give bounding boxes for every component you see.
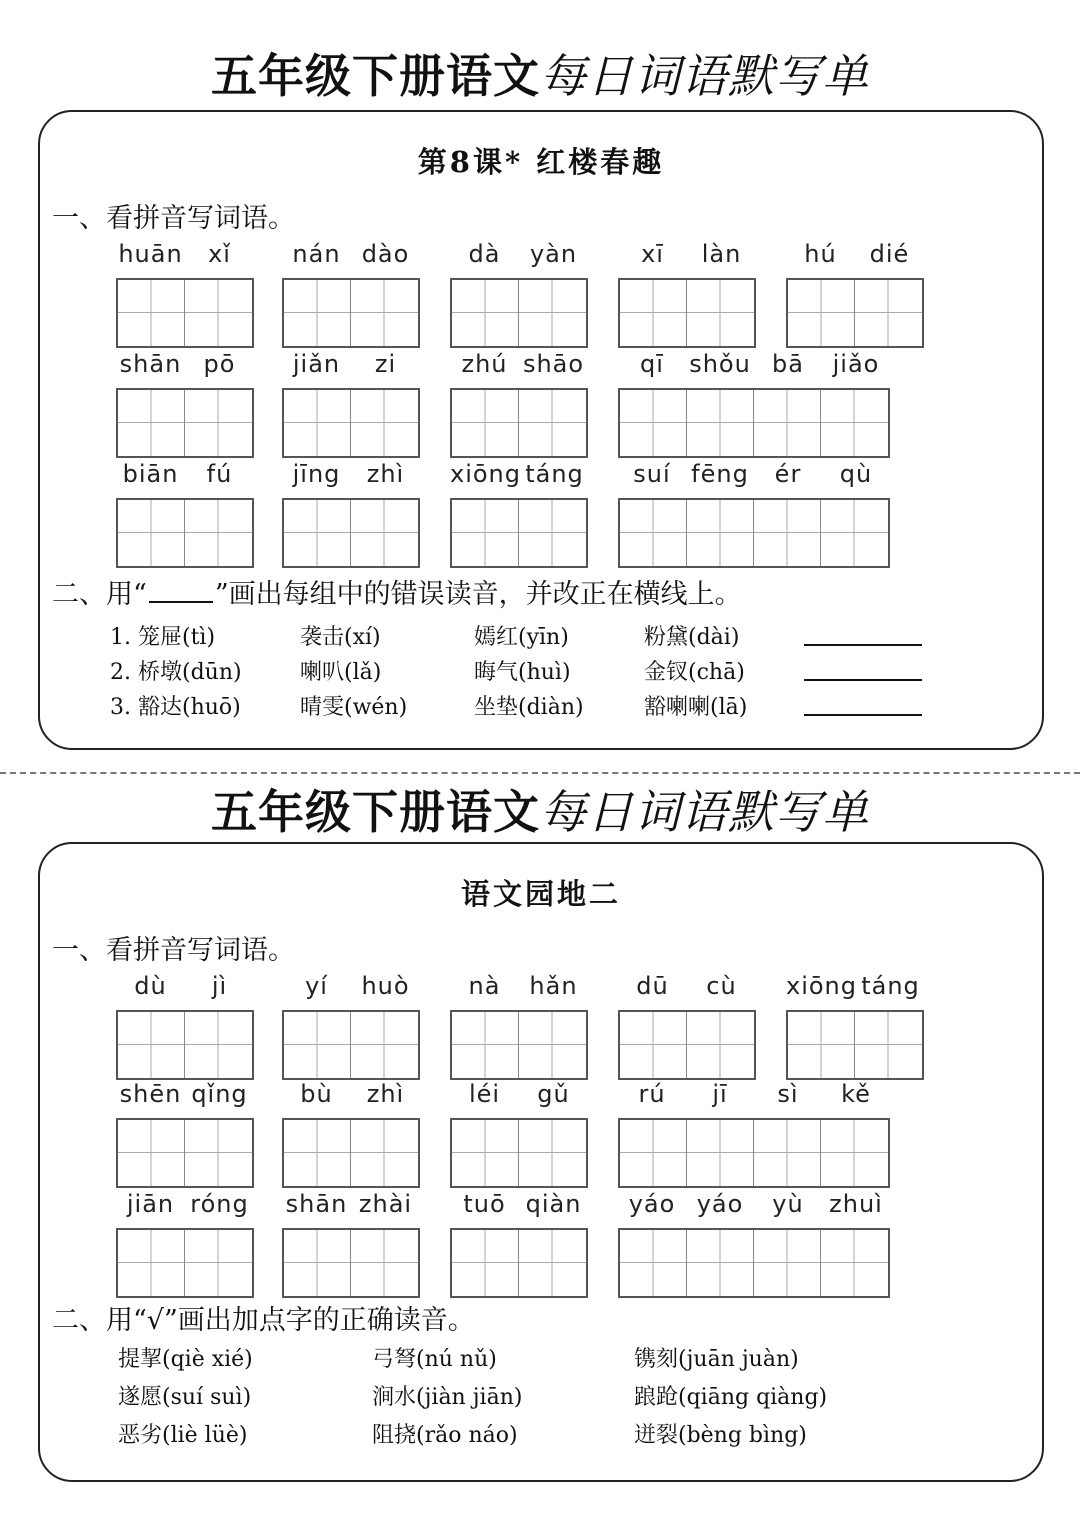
pinyin-syllable: fú (206, 460, 233, 488)
pinyin-label (450, 972, 588, 1010)
section-1-heading: 一、看拼音写词语。 (52, 935, 295, 966)
title-light: 每日词语默写单 (540, 785, 869, 839)
word-row (40, 460, 1042, 570)
pinyin-syllable: zhú (461, 350, 508, 378)
word-row (40, 1080, 1042, 1190)
pinyin-label (618, 350, 890, 388)
writing-cell[interactable] (519, 280, 586, 346)
tian-zi-ge-boxes[interactable] (618, 1010, 756, 1080)
tian-zi-ge-boxes[interactable] (618, 1228, 890, 1298)
writing-cell[interactable] (620, 1230, 687, 1296)
tian-zi-ge-boxes[interactable] (786, 1010, 924, 1080)
word-item (282, 1080, 420, 1188)
word-item (116, 350, 254, 458)
writing-cell[interactable] (754, 1120, 821, 1186)
pinyin-label (786, 972, 924, 1010)
word-item (282, 240, 420, 348)
tian-zi-ge-boxes[interactable] (282, 498, 420, 568)
pinyin-syllable: jiān (126, 1190, 175, 1218)
pinyin-syllable: dié (869, 240, 910, 268)
word-item (450, 240, 588, 348)
tian-zi-ge-boxes[interactable] (450, 498, 588, 568)
pinyin-label (282, 240, 420, 278)
writing-cell[interactable] (821, 1120, 888, 1186)
writing-cell[interactable] (452, 1012, 519, 1078)
tian-zi-ge-boxes[interactable] (116, 1010, 254, 1080)
pinyin-label (450, 1190, 588, 1228)
tian-zi-ge-boxes[interactable] (618, 1118, 890, 1188)
word-item (450, 1080, 588, 1188)
pinyin-syllable: shān (285, 1190, 348, 1218)
pinyin-syllable: shǒu (689, 350, 751, 378)
pinyin-label (282, 1080, 420, 1118)
question-item: 嫣红(yīn) (474, 625, 569, 650)
pinyin-label (618, 1080, 890, 1118)
word-row (40, 240, 1042, 350)
pinyin-syllable: ér (774, 460, 802, 488)
pinyin-syllable: yí (305, 972, 328, 1000)
tian-zi-ge-boxes[interactable] (282, 388, 420, 458)
pinyin-label (450, 240, 588, 278)
writing-cell[interactable] (185, 1120, 252, 1186)
question-item: 阻挠(rǎo náo) (372, 1423, 518, 1448)
writing-cell[interactable] (687, 1012, 754, 1078)
pinyin-syllable: qiàn (525, 1190, 582, 1218)
writing-cell[interactable] (185, 1012, 252, 1078)
pinyin-syllable: zhì (366, 460, 405, 488)
writing-cell[interactable] (687, 500, 754, 566)
pinyin-syllable: xǐ (208, 240, 231, 268)
writing-cell[interactable] (284, 280, 351, 346)
writing-cell[interactable] (118, 280, 185, 346)
pinyin-syllable: nán (292, 240, 341, 268)
pinyin-syllable: yù (772, 1190, 804, 1218)
word-row (40, 350, 1042, 460)
pinyin-syllable: huò (361, 972, 410, 1000)
pinyin-label (618, 460, 890, 498)
pinyin-label (282, 1190, 420, 1228)
answer-line[interactable] (804, 679, 922, 681)
close-quote: ” (214, 579, 229, 610)
pinyin-label (450, 460, 588, 498)
writing-cell[interactable] (185, 1230, 252, 1296)
word-item (282, 460, 420, 568)
pinyin-syllable: xī (641, 240, 664, 268)
pinyin-syllable: zhì (366, 1080, 405, 1108)
worksheet-panel (38, 110, 1044, 750)
writing-cell[interactable] (687, 1120, 754, 1186)
title-bold: 五年级下册语文 (211, 49, 540, 103)
pinyin-label (116, 1190, 254, 1228)
writing-cell[interactable] (284, 500, 351, 566)
word-item (450, 460, 588, 568)
writing-cell[interactable] (284, 1230, 351, 1296)
section-2-prefix: 二、用 (52, 579, 133, 610)
writing-cell[interactable] (821, 500, 888, 566)
underline-sample (149, 581, 213, 603)
writing-cell[interactable] (185, 390, 252, 456)
pinyin-syllable: shēn (119, 1080, 182, 1108)
writing-cell[interactable] (452, 390, 519, 456)
tian-zi-ge-boxes[interactable] (116, 1118, 254, 1188)
tian-zi-ge-boxes[interactable] (618, 498, 890, 568)
pinyin-syllable: dà (468, 240, 501, 268)
main-title (0, 780, 1080, 844)
question-item: 坐垫(diàn) (474, 695, 584, 720)
pinyin-syllable: qù (839, 460, 873, 488)
pinyin-label (282, 460, 420, 498)
question-item: 金钗(chā) (644, 660, 745, 685)
writing-cell[interactable] (754, 500, 821, 566)
writing-cell[interactable] (185, 500, 252, 566)
word-item (618, 1190, 890, 1298)
pinyin-label (786, 240, 924, 278)
pinyin-syllable: nà (468, 972, 501, 1000)
tian-zi-ge-boxes[interactable] (450, 1118, 588, 1188)
word-item (450, 972, 588, 1080)
pinyin-syllable: jiǎo (832, 350, 880, 378)
tian-zi-ge-boxes[interactable] (450, 1010, 588, 1080)
tian-zi-ge-boxes[interactable] (282, 278, 420, 348)
writing-cell[interactable] (788, 280, 855, 346)
writing-cell[interactable] (351, 1230, 418, 1296)
writing-cell[interactable] (284, 1012, 351, 1078)
writing-cell[interactable] (687, 280, 754, 346)
pinyin-syllable: dào (361, 240, 410, 268)
tian-zi-ge-boxes[interactable] (450, 388, 588, 458)
pinyin-syllable: kě (841, 1080, 871, 1108)
writing-cell[interactable] (351, 1012, 418, 1078)
section-2-heading (52, 572, 742, 611)
tian-zi-ge-boxes[interactable] (786, 278, 924, 348)
word-item (282, 1190, 420, 1298)
pinyin-syllable: shāo (522, 350, 585, 378)
pinyin-syllable: xiōng (786, 972, 857, 1000)
pinyin-syllable: yáo (696, 1190, 744, 1218)
pinyin-label (618, 1190, 890, 1228)
question-item: 遂愿(suí suì) (118, 1385, 252, 1410)
word-item (116, 1190, 254, 1298)
pinyin-syllable: rú (638, 1080, 666, 1108)
writing-cell[interactable] (788, 1012, 855, 1078)
pinyin-syllable: yàn (529, 240, 578, 268)
question-item: 2. 桥墩(dūn) (110, 660, 242, 685)
word-item (450, 350, 588, 458)
writing-cell[interactable] (519, 1120, 586, 1186)
writing-cell[interactable] (118, 1012, 185, 1078)
pinyin-syllable: biān (122, 460, 179, 488)
writing-cell[interactable] (855, 1012, 922, 1078)
pinyin-label (116, 972, 254, 1010)
writing-cell[interactable] (351, 280, 418, 346)
pinyin-syllable: gǔ (537, 1080, 570, 1108)
word-item (116, 972, 254, 1080)
pinyin-syllable: róng (190, 1190, 249, 1218)
writing-cell[interactable] (519, 1230, 586, 1296)
word-item (282, 350, 420, 458)
writing-cell[interactable] (821, 1230, 888, 1296)
pinyin-label (450, 1080, 588, 1118)
pinyin-label (618, 240, 756, 278)
pinyin-syllable: zhuì (829, 1190, 883, 1218)
lesson-title: 语文园地二 (460, 877, 621, 911)
writing-cell[interactable] (620, 500, 687, 566)
question-item: 迸裂(bèng bìng) (634, 1423, 807, 1448)
writing-cell[interactable] (620, 1012, 687, 1078)
pinyin-syllable: jiǎn (292, 350, 341, 378)
writing-cell[interactable] (754, 1230, 821, 1296)
word-item (116, 1080, 254, 1188)
writing-cell[interactable] (452, 1120, 519, 1186)
word-item (282, 972, 420, 1080)
writing-cell[interactable] (118, 1230, 185, 1296)
section-2-text: 画出每组中的错误读音，并改正在横线上。 (228, 579, 742, 610)
title-bold: 五年级下册语文 (211, 785, 540, 839)
tian-zi-ge-boxes[interactable] (116, 278, 254, 348)
pinyin-label (116, 1080, 254, 1118)
pinyin-syllable: hú (804, 240, 837, 268)
title-light: 每日词语默写单 (540, 49, 869, 103)
tian-zi-ge-boxes[interactable] (450, 1228, 588, 1298)
pinyin-syllable: jīng (292, 460, 341, 488)
pinyin-label (618, 972, 756, 1010)
pinyin-syllable: táng (525, 460, 584, 488)
pinyin-label (116, 350, 254, 388)
writing-cell[interactable] (754, 390, 821, 456)
writing-cell[interactable] (855, 280, 922, 346)
question-item: 豁喇喇(lā) (644, 695, 748, 720)
word-item (618, 1080, 890, 1188)
writing-cell[interactable] (821, 390, 888, 456)
pinyin-syllable: cù (706, 972, 737, 1000)
lesson-title: 第8课* 红楼春趣 (417, 145, 665, 179)
word-item (450, 1190, 588, 1298)
writing-cell[interactable] (351, 390, 418, 456)
pinyin-label (282, 972, 420, 1010)
pinyin-syllable: táng (861, 972, 920, 1000)
pinyin-syllable: tuō (463, 1190, 506, 1218)
answer-line[interactable] (804, 644, 922, 646)
main-title (0, 44, 1080, 108)
pinyin-syllable: huān (118, 240, 183, 268)
pinyin-syllable: xiōng (450, 460, 521, 488)
question-item: 弓弩(nú nǔ) (372, 1347, 497, 1372)
writing-cell[interactable] (687, 390, 754, 456)
writing-cell[interactable] (452, 280, 519, 346)
writing-cell[interactable] (687, 1230, 754, 1296)
pinyin-syllable: sì (777, 1080, 799, 1108)
word-item (618, 350, 890, 458)
question-item: 袭击(xí) (300, 625, 381, 650)
writing-cell[interactable] (351, 500, 418, 566)
pinyin-syllable: zhài (358, 1190, 413, 1218)
question-item: 涧水(jiàn jiān) (372, 1385, 523, 1410)
worksheet-panel (38, 842, 1044, 1482)
writing-cell[interactable] (452, 1230, 519, 1296)
pinyin-syllable: jī (712, 1080, 728, 1108)
writing-cell[interactable] (118, 1120, 185, 1186)
tian-zi-ge-boxes[interactable] (618, 278, 756, 348)
writing-cell[interactable] (519, 500, 586, 566)
word-item (618, 972, 756, 1080)
writing-cell[interactable] (185, 280, 252, 346)
pinyin-syllable: léi (468, 1080, 501, 1108)
question-item: 镌刻(juān juàn) (634, 1347, 799, 1372)
word-item (116, 240, 254, 348)
word-row (40, 1190, 1042, 1300)
pinyin-label (116, 240, 254, 278)
tian-zi-ge-boxes[interactable] (282, 1118, 420, 1188)
open-quote: “ (133, 579, 147, 610)
question-item: 晴雯(wén) (300, 695, 408, 720)
question-item: 晦气(huì) (474, 660, 571, 685)
writing-cell[interactable] (620, 280, 687, 346)
pinyin-syllable: bù (300, 1080, 333, 1108)
question-item: 粉黛(dài) (644, 625, 740, 650)
tian-zi-ge-boxes[interactable] (282, 1010, 420, 1080)
writing-cell[interactable] (620, 390, 687, 456)
writing-cell[interactable] (620, 1120, 687, 1186)
question-item: 提挈(qiè xié) (118, 1347, 253, 1372)
dashed-divider (0, 772, 1080, 774)
pinyin-syllable: bā (772, 350, 804, 378)
pinyin-syllable: qǐng (191, 1080, 248, 1108)
pinyin-label (282, 350, 420, 388)
writing-cell[interactable] (452, 500, 519, 566)
tian-zi-ge-boxes[interactable] (116, 1228, 254, 1298)
section-1-heading: 一、看拼音写词语。 (52, 203, 295, 234)
word-item (618, 460, 890, 568)
writing-cell[interactable] (519, 390, 586, 456)
writing-cell[interactable] (118, 390, 185, 456)
pinyin-syllable: qī (640, 350, 664, 378)
pinyin-label (450, 350, 588, 388)
pinyin-label (116, 460, 254, 498)
pinyin-syllable: suí (633, 460, 671, 488)
pinyin-syllable: jì (211, 972, 228, 1000)
question-item: 1. 笼屉(tì) (110, 625, 216, 650)
tian-zi-ge-boxes[interactable] (116, 388, 254, 458)
pinyin-syllable: pō (203, 350, 236, 378)
tian-zi-ge-boxes[interactable] (116, 498, 254, 568)
question-item: 恶劣(liè lüè) (118, 1423, 248, 1448)
writing-cell[interactable] (118, 500, 185, 566)
writing-cell[interactable] (284, 1120, 351, 1186)
tian-zi-ge-boxes[interactable] (282, 1228, 420, 1298)
word-item (786, 240, 924, 348)
answer-line[interactable] (804, 714, 922, 716)
writing-cell[interactable] (284, 390, 351, 456)
writing-cell[interactable] (519, 1012, 586, 1078)
question-item: 踉跄(qiāng qiàng) (634, 1385, 828, 1410)
pinyin-syllable: shān (119, 350, 182, 378)
pinyin-syllable: zi (374, 350, 397, 378)
pinyin-syllable: dù (134, 972, 167, 1000)
tian-zi-ge-boxes[interactable] (618, 388, 890, 458)
pinyin-syllable: hǎn (529, 972, 578, 1000)
pinyin-syllable: yáo (628, 1190, 676, 1218)
writing-cell[interactable] (351, 1120, 418, 1186)
word-row (40, 972, 1042, 1082)
word-item (786, 972, 924, 1080)
section-2-heading: 二、用“√”画出加点字的正确读音。 (52, 1305, 475, 1336)
pinyin-syllable: dū (636, 972, 669, 1000)
question-item: 喇叭(lǎ) (300, 660, 382, 685)
pinyin-syllable: làn (701, 240, 742, 268)
word-item (618, 240, 756, 348)
question-item: 3. 豁达(huō) (110, 695, 241, 720)
word-item (116, 460, 254, 568)
pinyin-syllable: fēng (691, 460, 749, 488)
tian-zi-ge-boxes[interactable] (450, 278, 588, 348)
